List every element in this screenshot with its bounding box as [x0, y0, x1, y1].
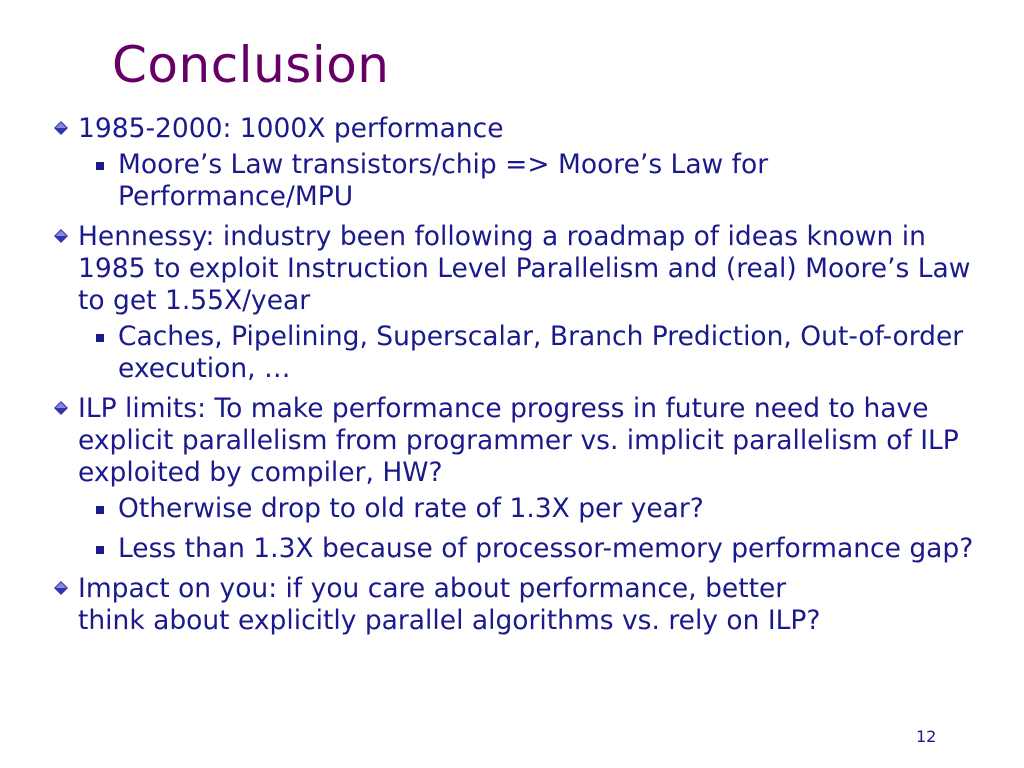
diamond-bullet-icon [54, 121, 68, 135]
slide-title: Conclusion [112, 36, 390, 94]
diamond-bullet-icon [54, 401, 68, 415]
square-bullet-icon [96, 162, 104, 170]
square-bullet-icon [96, 334, 104, 342]
sub-bullet-item [52, 321, 997, 385]
sub-bullet-item [52, 533, 997, 565]
slide-body [52, 113, 997, 641]
sub-bullet-text: Caches, Pipelining, Superscalar, Branch Prediction, Out-of-order execution, … [118, 321, 964, 384]
square-bullet-icon [96, 546, 104, 554]
diamond-bullet-icon [54, 581, 68, 595]
bullet-text: Hennessy: industry been following a roadmap of ideas known in 1985 to exploit Instruction Level Parallelism and (real) Moore’s Law to get 1.55X/year [78, 221, 971, 316]
square-bullet-icon [96, 506, 104, 514]
bullet-item [52, 113, 997, 145]
bullet-text: ILP limits: To make performance progress in future need to have explicit parallelism from programmer vs. implicit parallelism of ILP exploited by compiler, HW? [78, 393, 959, 488]
sub-bullet-item [52, 493, 997, 525]
page-number: 12 [916, 727, 937, 746]
sub-bullet-text: Otherwise drop to old rate of 1.3X per year? [118, 493, 704, 524]
sub-bullet-item [52, 149, 997, 213]
bullet-text: 1985-2000: 1000X performance [78, 113, 504, 144]
sub-bullet-text: Moore’s Law transistors/chip => Moore’s Law for Performance/MPU [118, 149, 769, 212]
bullet-item [52, 221, 997, 317]
sub-bullet-text: Less than 1.3X because of processor-memory performance gap? [118, 533, 974, 564]
diamond-bullet-icon [54, 229, 68, 243]
bullet-text: Impact on you: if you care about performance, better think about explicitly parallel algorithms vs. rely on ILP? [78, 573, 821, 636]
bullet-item [52, 393, 997, 489]
bullet-item [52, 573, 838, 637]
